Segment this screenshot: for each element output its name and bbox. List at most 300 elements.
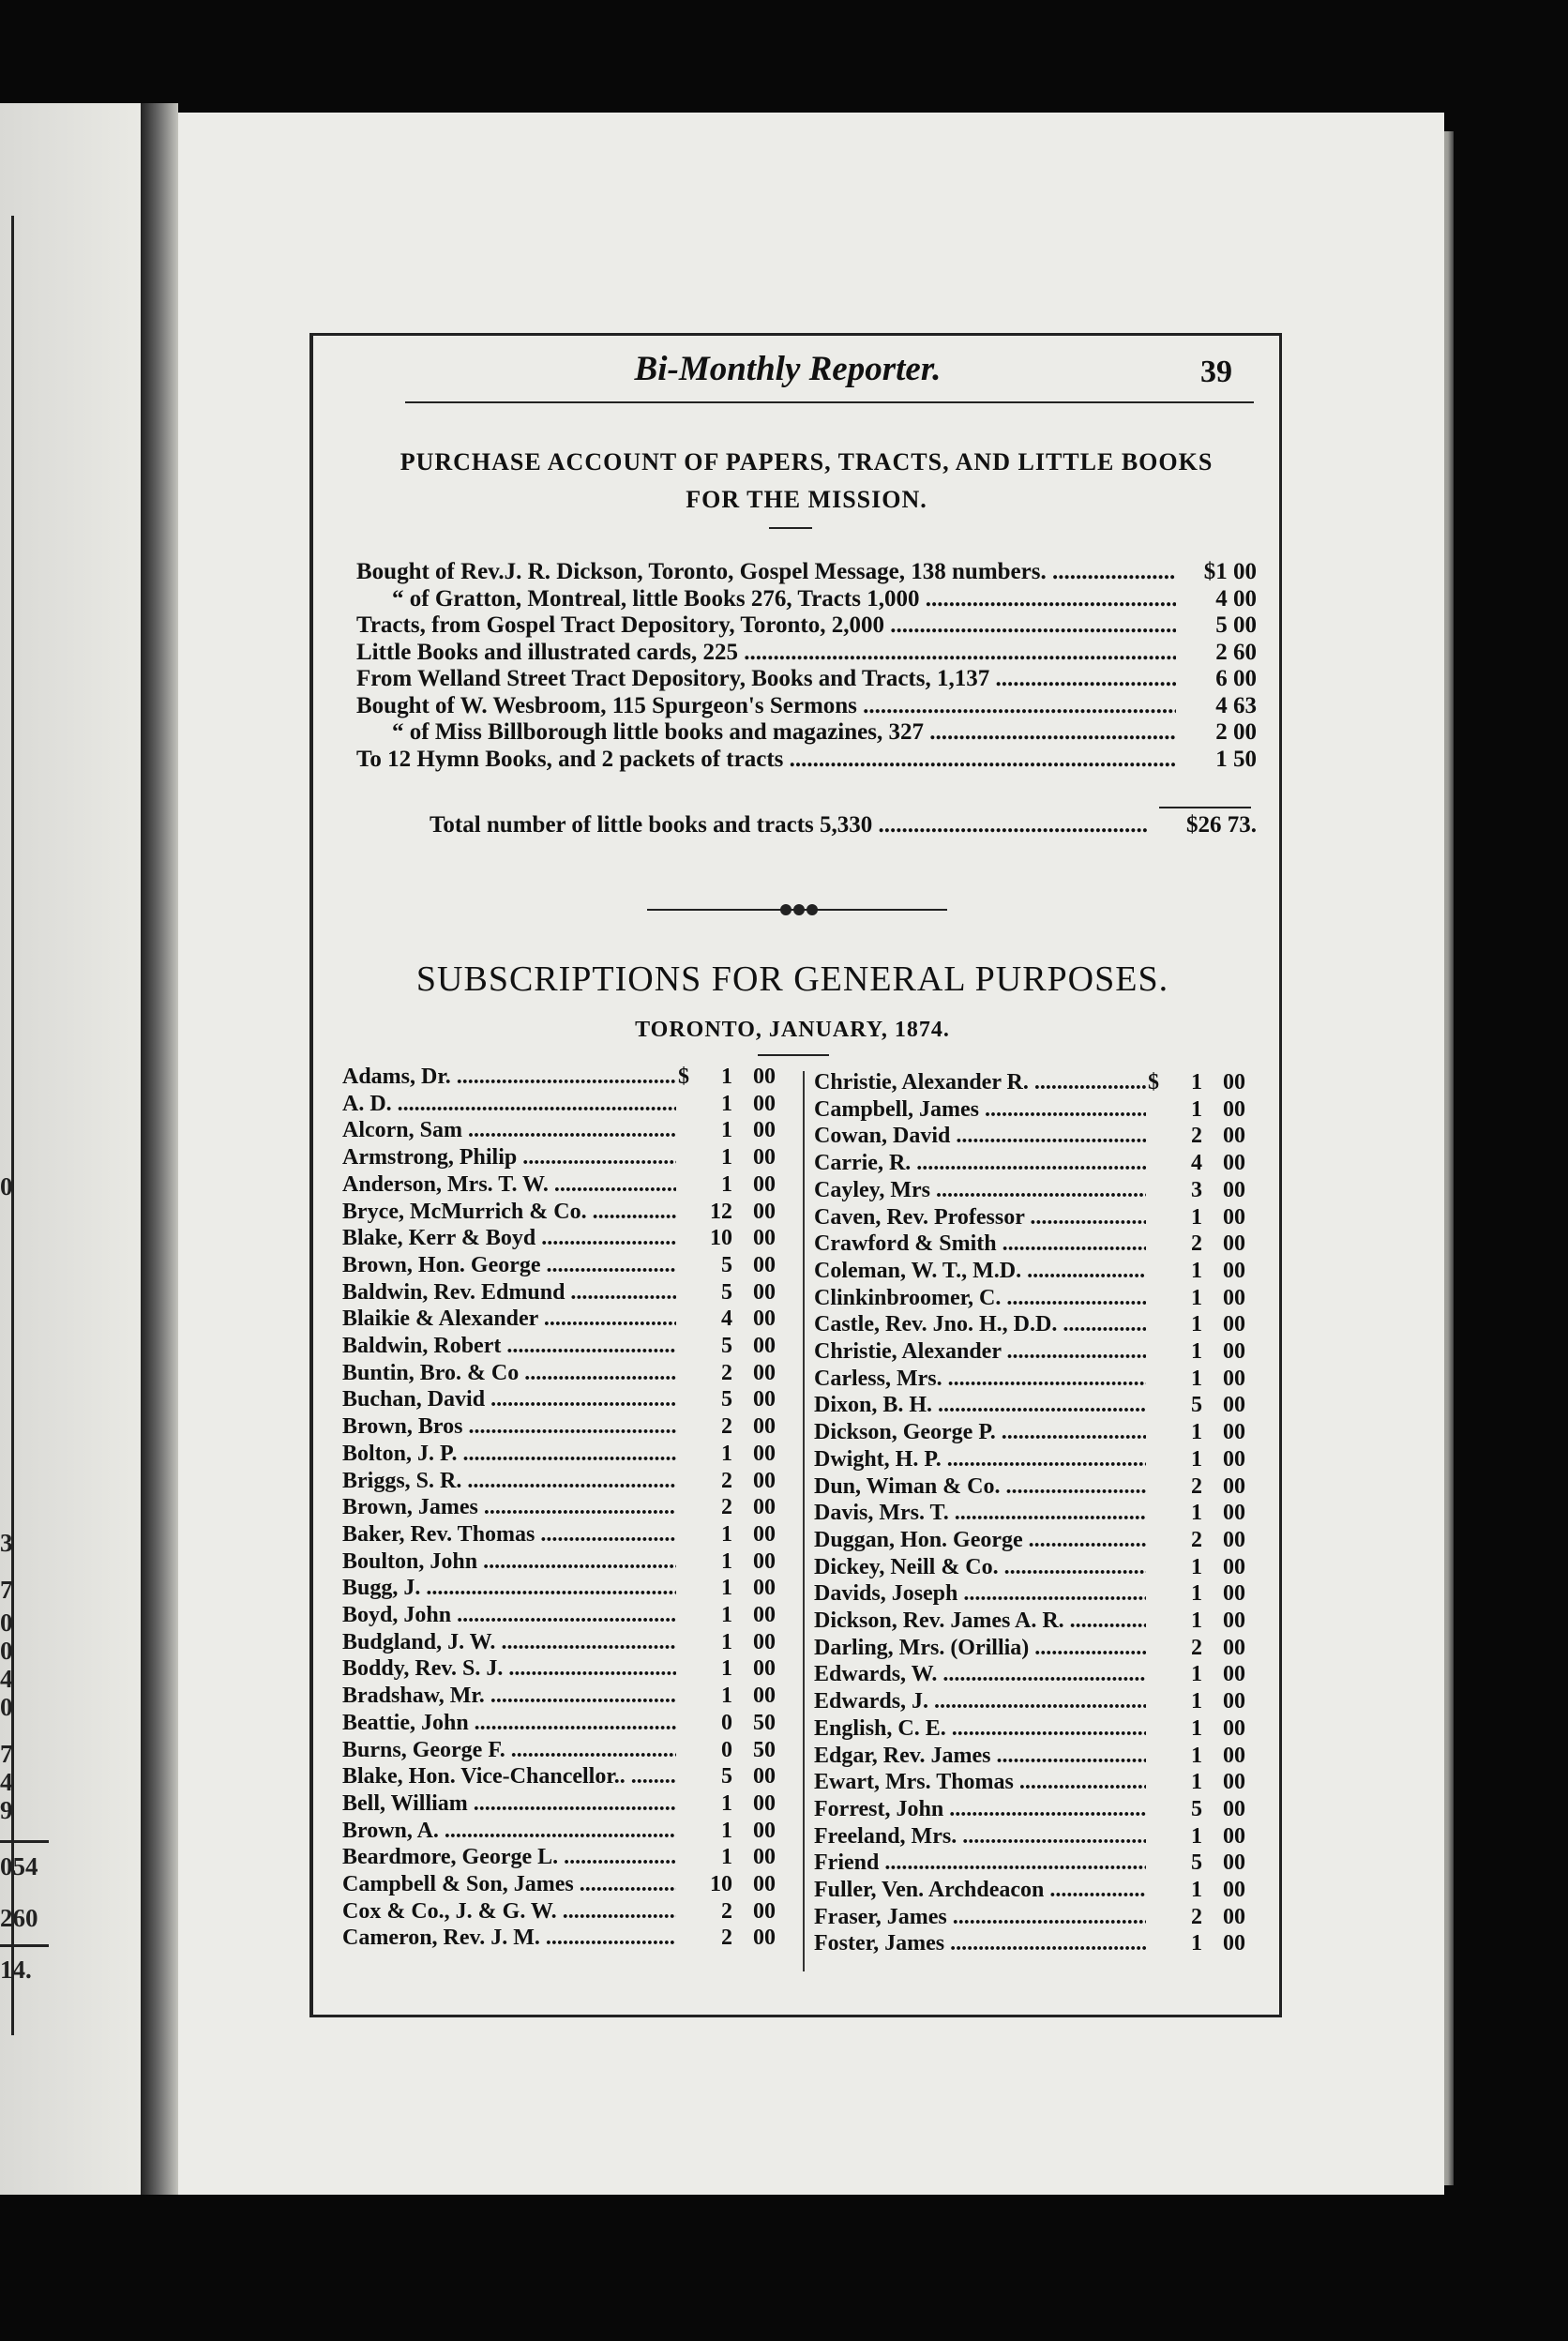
purchase-description: “ of Miss Billborough little books and magazines, 327 ..... [356,719,1176,746]
dollar-sign [1146,1797,1161,1824]
amount-dollars: 1 [1191,1366,1202,1391]
subscriber-name: Cameron, Rev. J. M. ..... [342,1926,676,1953]
subscription-row [342,1899,776,1926]
amount-dollars: 1 [1191,1204,1202,1230]
amount-cents: 00 [753,1199,776,1224]
amount-cents: 00 [753,1790,776,1816]
total-amount: $26 73. [1186,812,1257,838]
subscription-row [342,1172,776,1200]
dollar-sign [1146,1259,1161,1286]
subscriber-name: Davids, Joseph ..... [814,1581,1146,1608]
purchase-row [356,747,1257,773]
subscriber-name: Brown, Hon. George ..... [342,1253,676,1280]
page-number: 39 [1200,355,1232,389]
subscription-row [342,1764,776,1791]
dollar-sign [676,1576,691,1603]
subscriber-name: Dickey, Neill & Co. ..... [814,1555,1146,1582]
subscriber-name: Dun, Wiman & Co. ..... [814,1474,1146,1502]
amount-dollars: 5 [1191,1393,1202,1418]
amount-dollars: 1 [721,1548,732,1574]
subscription-row [814,1178,1245,1205]
subscriber-name: Caven, Rev. Professor ..... [814,1205,1146,1232]
amount-dollars: 1 [1191,1770,1202,1795]
subscription-row [814,1878,1245,1905]
book-gutter [141,103,178,2195]
dollar-sign [676,1442,691,1469]
amount-cents: 00 [753,1065,776,1089]
subscriber-name: Boyd, John ..... [342,1603,676,1630]
amount-cents: 00 [753,1252,776,1277]
subscription-row [342,1603,776,1630]
dollar-sign [676,1118,691,1145]
amount-cents: 00 [753,1468,776,1493]
subscription-row [342,1711,776,1738]
amount-cents: 00 [1223,1608,1245,1633]
amount-cents: 00 [753,1764,776,1790]
subscriber-name: Darling, Mrs. (Orillia) ..... [814,1636,1146,1663]
amount-dollars: 1 [1191,1420,1202,1445]
dollar-sign [1146,1312,1161,1339]
amount-cents: 00 [753,1334,776,1358]
amount-cents: 00 [1223,1070,1245,1095]
amount-dollars: 1 [1191,1285,1202,1310]
section-ornament [647,900,947,919]
amount-dollars: 2 [721,1495,732,1520]
subscription-row [814,1689,1245,1716]
amount-cents: 00 [1223,1635,1245,1660]
subscription-row [342,1065,776,1092]
subscription-row [342,1684,776,1711]
amount-cents: 00 [753,1495,776,1520]
dollar-sign [1146,1286,1161,1313]
amount-dollars: 1 [1191,1878,1202,1902]
subscription-row [814,1124,1245,1151]
subscriber-name: Carrie, R. ..... [814,1151,1146,1178]
purchase-row [356,640,1257,666]
dollar-sign [676,1172,691,1200]
subscriber-name: Blaikie & Alexander ..... [342,1306,676,1334]
dollar-sign [676,1845,691,1872]
subscription-row [814,1420,1245,1447]
amount-cents: 00 [753,1818,776,1843]
amount-cents: 00 [753,1521,776,1547]
amount-dollars: 2 [1191,1904,1202,1929]
purchase-amount: 4 00 [1215,585,1257,612]
subscription-row [814,1581,1245,1608]
amount-cents: 00 [753,1145,776,1170]
dollar-sign [676,1549,691,1577]
purchase-row [356,719,1257,746]
amount-dollars: 1 [721,1684,732,1709]
amount-dollars: 1 [721,1790,732,1816]
subscription-row [342,1549,776,1577]
subscription-row [342,1145,776,1172]
amount-cents: 00 [753,1118,776,1143]
subscriber-name: Boulton, John ..... [342,1549,676,1577]
dollar-sign [1146,1636,1161,1663]
subscription-row [814,1850,1245,1878]
previous-page-fragment: 0 [0,1693,13,1721]
subscriber-name: Christie, Alexander R. ..... [814,1070,1146,1097]
subscriber-name: Cayley, Mrs ..... [814,1178,1146,1205]
purchase-amount: 2 00 [1215,719,1257,745]
dollar-sign [676,1819,691,1846]
amount-dollars: 1 [721,1441,732,1466]
subscriber-name: Edwards, W. ..... [814,1662,1146,1689]
dollar-sign [1146,1716,1161,1744]
subscription-row [342,1334,776,1361]
amount-dollars: 1 [721,1091,732,1116]
subscription-row [814,1501,1245,1528]
amount-dollars: 12 [710,1199,732,1224]
amount-cents: 00 [753,1603,776,1627]
subscriber-name: Brown, A. ..... [342,1819,676,1846]
dollar-sign [1146,1231,1161,1259]
subscriber-name: Bell, William ..... [342,1791,676,1819]
amount-dollars: 2 [721,1468,732,1493]
subscription-row [814,1312,1245,1339]
amount-dollars: 5 [721,1279,732,1305]
subscription-row [342,1469,776,1496]
amount-cents: 00 [1223,1258,1245,1283]
subscription-row [342,1414,776,1442]
amount-dollars: 1 [1191,1715,1202,1741]
amount-cents: 00 [753,1387,776,1412]
subscriber-name: A. D. ..... [342,1092,676,1119]
amount-cents: 00 [1223,1446,1245,1472]
purchase-amount: 1 50 [1215,746,1257,772]
subscription-row [814,1339,1245,1367]
amount-dollars: 1 [1191,1339,1202,1364]
amount-cents: 00 [1223,1904,1245,1929]
amount-dollars: 2 [721,1414,732,1440]
amount-dollars: 0 [721,1710,732,1735]
subscriber-name: Cowan, David ..... [814,1124,1146,1151]
subscription-row [814,1447,1245,1474]
amount-cents: 00 [1223,1850,1245,1876]
subscription-row [342,1522,776,1549]
subscriber-name: Armstrong, Philip ..... [342,1145,676,1172]
dollar-sign [1146,1581,1161,1608]
dollar-sign [676,1145,691,1172]
purchase-title-line-2: FOR THE MISSION. [686,486,927,513]
amount-cents: 00 [1223,1770,1245,1795]
amount-dollars: 1 [1191,1070,1202,1095]
amount-dollars: 1 [721,1656,732,1682]
subscription-row [814,1367,1245,1394]
amount-cents: 00 [753,1091,776,1116]
subscriber-name: Beattie, John ..... [342,1711,676,1738]
dollar-sign [676,1092,691,1119]
amount-dollars: 1 [1191,1823,1202,1849]
subscriber-name: Duggan, Hon. George ..... [814,1528,1146,1555]
amount-dollars: 1 [1191,1446,1202,1472]
subscriber-name: Clinkinbroomer, C. ..... [814,1286,1146,1313]
subscriber-name: Coleman, W. T., M.D. ..... [814,1259,1146,1286]
subscription-row [342,1656,776,1684]
amount-dollars: 5 [1191,1796,1202,1821]
subscriber-name: Blake, Kerr & Boyd ..... [342,1226,676,1253]
purchase-description: Little Books and illustrated cards, 225 ..... [356,640,1176,666]
subscriber-name: Campbell & Son, James ..... [342,1872,676,1899]
dollar-sign [1146,1447,1161,1474]
amount-cents: 50 [753,1710,776,1735]
subscriber-name: Bryce, McMurrich & Co. ..... [342,1200,676,1227]
amount-dollars: 1 [721,1065,732,1089]
subscriber-name: Boddy, Rev. S. J. ..... [342,1656,676,1684]
subscriber-name: Fuller, Ven. Archdeacon ..... [814,1878,1146,1905]
dollar-sign [676,1656,691,1684]
amount-dollars: 1 [1191,1312,1202,1337]
subscription-row [814,1824,1245,1851]
amount-dollars: 4 [721,1306,732,1332]
previous-page-fragment: 4 [0,1665,13,1693]
subscriber-name: Blake, Hon. Vice-Chancellor.. ..... [342,1764,676,1791]
dollar-sign [676,1280,691,1307]
purchase-row [356,612,1257,639]
purchase-amount: 4 63 [1215,692,1257,718]
subscriber-name: Buntin, Bro. & Co ..... [342,1361,676,1388]
subscription-row [342,1200,776,1227]
subscription-row [814,1931,1245,1958]
dollar-sign [676,1764,691,1791]
dollar-sign [1146,1905,1161,1932]
subscription-row [814,1770,1245,1797]
subscriber-name: Briggs, S. R. ..... [342,1469,676,1496]
subscription-row [342,1306,776,1334]
amount-dollars: 2 [721,1898,732,1924]
subscription-row [814,1528,1245,1555]
total-label: Total number of little books and tracts 5,330 ..... [430,812,1148,838]
subscriber-name: Crawford & Smith ..... [814,1231,1146,1259]
amount-dollars: 1 [1191,1554,1202,1579]
purchase-title-line-1: PURCHASE ACCOUNT OF PAPERS, TRACTS, AND LITTLE BOOKS [400,448,1214,476]
subscriber-name: Anderson, Mrs. T. W. ..... [342,1172,676,1200]
amount-cents: 00 [1223,1096,1245,1122]
header-rule [405,401,1254,403]
amount-dollars: 10 [710,1872,732,1896]
subscription-row [342,1495,776,1522]
dollar-sign [676,1414,691,1442]
dollar-sign [676,1226,691,1253]
amount-cents: 00 [753,1226,776,1251]
subscription-row [342,1819,776,1846]
amount-cents: 00 [1223,1715,1245,1741]
amount-cents: 00 [1223,1743,1245,1768]
dollar-sign [676,1791,691,1819]
subscriber-name: Baker, Rev. Thomas ..... [342,1522,676,1549]
subscriber-name: Budgland, J. W. ..... [342,1630,676,1657]
short-rule [758,1054,829,1056]
amount-cents: 00 [753,1898,776,1924]
subscription-row [814,1905,1245,1932]
purchase-description: From Welland Street Tract Depository, Books and Tracts, 1,137 ..... [356,666,1176,692]
subscription-row [342,1387,776,1414]
dollar-sign [1146,1474,1161,1502]
previous-page-fragment: 9 [0,1796,13,1824]
subscription-row [814,1231,1245,1259]
amount-dollars: 1 [721,1145,732,1170]
previous-page-fragment: 3 [0,1529,13,1557]
subscriber-name: Bradshaw, Mr. ..... [342,1684,676,1711]
amount-dollars: 2 [1191,1635,1202,1660]
dollar-sign [676,1738,691,1765]
amount-dollars: 2 [721,1360,732,1385]
amount-dollars: 1 [721,1521,732,1547]
amount-cents: 00 [753,1414,776,1440]
amount-dollars: 1 [1191,1608,1202,1633]
subscriber-name: Castle, Rev. Jno. H., D.D. ..... [814,1312,1146,1339]
purchase-row [356,559,1257,585]
subscriber-name: Fraser, James ..... [814,1905,1146,1932]
amount-cents: 00 [1223,1689,1245,1714]
purchase-description: Bought of Rev.J. R. Dickson, Toronto, Gospel Message, 138 numbers. ..... [356,559,1176,585]
dollar-sign [676,1522,691,1549]
subscriber-name: Freeland, Mrs. ..... [814,1824,1146,1851]
amount-dollars: 1 [1191,1501,1202,1526]
subscription-row [342,1845,776,1872]
dollar-sign [1146,1393,1161,1420]
subscriber-name: Ewart, Mrs. Thomas ..... [814,1770,1146,1797]
previous-page-fragment: 7 [0,1576,13,1604]
subscription-row [342,1442,776,1469]
amount-cents: 00 [753,1279,776,1305]
subscriber-name: Burns, George F. ..... [342,1738,676,1765]
subscription-row [342,1226,776,1253]
amount-cents: 00 [1223,1554,1245,1579]
subscriber-name: Buchan, David ..... [342,1387,676,1414]
subscription-row [814,1259,1245,1286]
amount-dollars: 1 [721,1818,732,1843]
amount-dollars: 5 [1191,1850,1202,1876]
subscriber-name: English, C. E. ..... [814,1716,1146,1744]
subscription-row [342,1791,776,1819]
dollar-sign [676,1684,691,1711]
dollar-sign [676,1253,691,1280]
amount-dollars: 4 [1191,1151,1202,1176]
subscription-row [814,1555,1245,1582]
subscriber-name: Dwight, H. P. ..... [814,1447,1146,1474]
amount-cents: 00 [753,1845,776,1870]
purchase-row [356,666,1257,692]
amount-dollars: 0 [721,1737,732,1762]
amount-dollars: 5 [721,1252,732,1277]
purchase-description: “ of Gratton, Montreal, little Books 276, Tracts 1,000 ..... [356,586,1176,612]
amount-dollars: 1 [1191,1743,1202,1768]
amount-dollars: 5 [721,1764,732,1790]
amount-cents: 00 [1223,1878,1245,1902]
dollar-sign [676,1926,691,1953]
previous-page-fragment: 0 [0,1608,13,1637]
dollar-sign [1146,1205,1161,1232]
amount-cents: 00 [1223,1662,1245,1687]
dollar-sign [1146,1770,1161,1797]
subscriber-name: Davis, Mrs. T. ..... [814,1501,1146,1528]
dollar-sign [676,1387,691,1414]
amount-cents: 00 [753,1360,776,1385]
purchase-total-row [430,812,1257,838]
dollar-sign [1146,1124,1161,1151]
amount-dollars: 2 [1191,1124,1202,1149]
amount-dollars: 1 [1191,1258,1202,1283]
dollar-sign [676,1334,691,1361]
amount-cents: 00 [753,1441,776,1466]
amount-cents: 00 [1223,1473,1245,1499]
subscriber-name: Dickson, George P. ..... [814,1420,1146,1447]
subscriber-name: Dickson, Rev. James A. R. ..... [814,1608,1146,1636]
amount-cents: 00 [1223,1501,1245,1526]
subscriber-name: Brown, Bros ..... [342,1414,676,1442]
amount-dollars: 1 [721,1845,732,1870]
purchase-description: Bought of W. Wesbroom, 115 Spurgeon's Sermons ..... [356,693,1176,719]
subscription-row [342,1926,776,1953]
amount-cents: 00 [753,1171,776,1197]
amount-dollars: 1 [1191,1096,1202,1122]
dollar-sign [1146,1824,1161,1851]
dollar-sign [1146,1528,1161,1555]
dollar-sign [676,1361,691,1388]
amount-cents: 00 [1223,1393,1245,1418]
amount-cents: 00 [1223,1527,1245,1552]
amount-dollars: 2 [721,1926,732,1951]
amount-dollars: 1 [1191,1931,1202,1956]
subscriber-name: Beardmore, George L. ..... [342,1845,676,1872]
amount-dollars: 5 [721,1387,732,1412]
amount-dollars: 3 [1191,1177,1202,1202]
amount-cents: 00 [1223,1796,1245,1821]
subscriber-name: Cox & Co., J. & G. W. ..... [342,1899,676,1926]
dollar-sign: $ [678,1065,689,1089]
subscription-row [814,1636,1245,1663]
amount-dollars: 2 [1191,1527,1202,1552]
amount-dollars: 1 [721,1118,732,1143]
amount-cents: 00 [1223,1177,1245,1202]
amount-cents: 00 [1223,1420,1245,1445]
amount-cents: 00 [1223,1366,1245,1391]
purchase-row [356,693,1257,719]
dollar-sign [1146,1501,1161,1528]
dollar-sign [1146,1367,1161,1394]
running-title: Bi-Monthly Reporter. [634,350,942,388]
previous-page-fragment: 7 [0,1740,13,1768]
subscriber-name: Adams, Dr. ..... [342,1065,676,1092]
subscription-row [342,1280,776,1307]
amount-cents: 00 [1223,1124,1245,1149]
dollar-sign [1146,1420,1161,1447]
amount-cents: 00 [753,1926,776,1951]
previous-page-rule [0,1944,49,1947]
dollar-sign [1146,1850,1161,1878]
dollar-sign [676,1872,691,1899]
dollar-sign [1146,1097,1161,1125]
dollar-sign [676,1630,691,1657]
amount-dollars: 1 [721,1576,732,1601]
dollar-sign [676,1469,691,1496]
subscription-row [342,1872,776,1899]
dollar-sign: $ [1148,1070,1159,1095]
subscription-row [814,1474,1245,1502]
amount-dollars: 2 [1191,1231,1202,1257]
amount-dollars: 10 [710,1226,732,1251]
amount-dollars: 1 [721,1629,732,1654]
subscriber-name: Foster, James ..... [814,1931,1146,1958]
amount-cents: 00 [753,1872,776,1896]
purchase-row [356,586,1257,612]
previous-page-fragment: 0 [0,1172,13,1201]
dollar-sign [1146,1339,1161,1367]
dollar-sign [676,1306,691,1334]
dollar-sign [1146,1608,1161,1636]
